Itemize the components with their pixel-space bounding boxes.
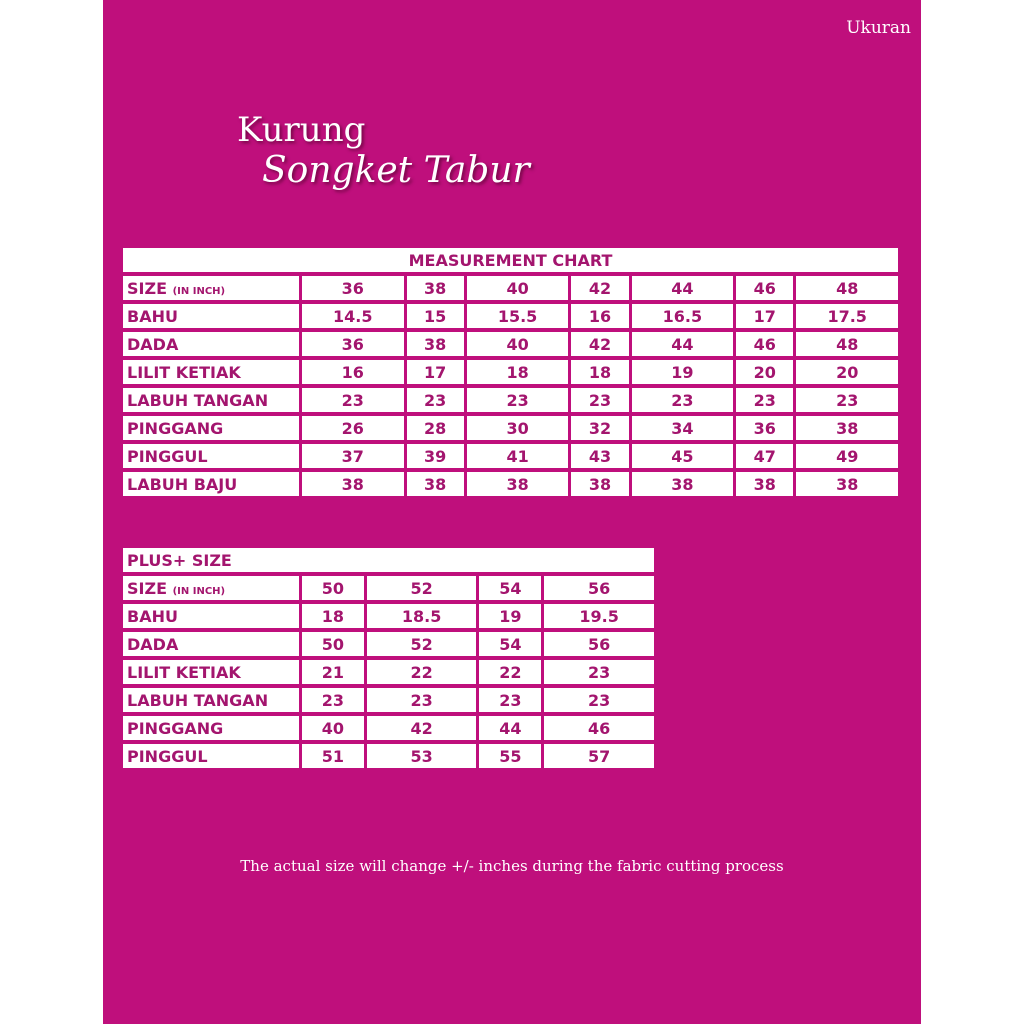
table-heading-row (123, 248, 898, 272)
value-cell: 18 (571, 360, 628, 384)
table-row (123, 388, 898, 412)
value-cell: 47 (736, 444, 793, 468)
value-cell: 17 (736, 304, 793, 328)
value-cell: 43 (571, 444, 628, 468)
row-label: PINGGUL (123, 744, 299, 768)
table-row (123, 416, 898, 440)
title-line-1: Kurung (237, 110, 366, 150)
value-cell: 23 (544, 688, 654, 712)
row-label: LABUH TANGAN (123, 388, 299, 412)
row-label: BAHU (123, 304, 299, 328)
value-cell: 42 (571, 332, 628, 356)
value-cell: 22 (479, 660, 541, 684)
table-row (123, 688, 654, 712)
value-cell: 45 (632, 444, 734, 468)
size-unit: (IN INCH) (172, 585, 226, 597)
value-cell: 37 (302, 444, 404, 468)
value-cell: 38 (571, 472, 628, 496)
plus-size-chart-table (120, 544, 657, 772)
value-cell: 30 (467, 416, 569, 440)
value-cell: 20 (796, 360, 898, 384)
value-cell: 42 (367, 716, 477, 740)
table-row (123, 332, 898, 356)
value-cell: 36 (302, 332, 404, 356)
value-cell: 38 (407, 332, 464, 356)
value-cell: 51 (302, 744, 364, 768)
value-cell: 23 (302, 688, 364, 712)
row-label: DADA (123, 332, 299, 356)
table-heading: MEASUREMENT CHART (123, 248, 898, 272)
value-cell: 19 (479, 604, 541, 628)
value-cell: 44 (632, 332, 734, 356)
row-label: BAHU (123, 604, 299, 628)
size-row (123, 576, 654, 600)
value-cell: 38 (632, 472, 734, 496)
table-row (123, 744, 654, 768)
value-cell: 55 (479, 744, 541, 768)
table-row (123, 604, 654, 628)
size-cell: 52 (367, 576, 477, 600)
value-cell: 38 (467, 472, 569, 496)
value-cell: 23 (632, 388, 734, 412)
value-cell: 46 (544, 716, 654, 740)
value-cell: 38 (302, 472, 404, 496)
value-cell: 23 (736, 388, 793, 412)
corner-label: Ukuran (846, 18, 911, 38)
value-cell: 23 (544, 660, 654, 684)
row-label: PINGGANG (123, 416, 299, 440)
value-cell: 44 (479, 716, 541, 740)
value-cell: 54 (479, 632, 541, 656)
value-cell: 53 (367, 744, 477, 768)
size-cell: 56 (544, 576, 654, 600)
value-cell: 20 (736, 360, 793, 384)
value-cell: 34 (632, 416, 734, 440)
value-cell: 23 (571, 388, 628, 412)
value-cell: 38 (796, 472, 898, 496)
value-cell: 38 (407, 472, 464, 496)
value-cell: 49 (796, 444, 898, 468)
size-cell: 40 (467, 276, 569, 300)
row-label: LILIT KETIAK (123, 660, 299, 684)
value-cell: 17 (407, 360, 464, 384)
value-cell: 38 (736, 472, 793, 496)
size-label: SIZE (127, 278, 168, 298)
table-row (123, 660, 654, 684)
value-cell: 16 (571, 304, 628, 328)
table-row (123, 304, 898, 328)
row-label: LILIT KETIAK (123, 360, 299, 384)
value-cell: 48 (796, 332, 898, 356)
value-cell: 23 (467, 388, 569, 412)
size-cell: 48 (796, 276, 898, 300)
value-cell: 57 (544, 744, 654, 768)
value-cell: 40 (302, 716, 364, 740)
value-cell: 22 (367, 660, 477, 684)
size-label-cell (123, 576, 299, 600)
footnote: The actual size will change +/- inches during the fabric cutting process (240, 857, 784, 875)
value-cell: 46 (736, 332, 793, 356)
value-cell: 41 (467, 444, 569, 468)
size-label-cell (123, 276, 299, 300)
value-cell: 19 (632, 360, 734, 384)
row-label: LABUH TANGAN (123, 688, 299, 712)
size-cell: 44 (632, 276, 734, 300)
value-cell: 23 (796, 388, 898, 412)
size-cell: 46 (736, 276, 793, 300)
row-label: PINGGUL (123, 444, 299, 468)
value-cell: 28 (407, 416, 464, 440)
value-cell: 14.5 (302, 304, 404, 328)
value-cell: 23 (479, 688, 541, 712)
size-cell: 54 (479, 576, 541, 600)
size-cell: 36 (302, 276, 404, 300)
value-cell: 15 (407, 304, 464, 328)
table-row (123, 632, 654, 656)
value-cell: 21 (302, 660, 364, 684)
value-cell: 18.5 (367, 604, 477, 628)
row-label: LABUH BAJU (123, 472, 299, 496)
row-label: PINGGANG (123, 716, 299, 740)
value-cell: 40 (467, 332, 569, 356)
value-cell: 56 (544, 632, 654, 656)
value-cell: 38 (796, 416, 898, 440)
value-cell: 16 (302, 360, 404, 384)
value-cell: 17.5 (796, 304, 898, 328)
title-line-2: Songket Tabur (262, 150, 530, 191)
value-cell: 36 (736, 416, 793, 440)
row-label: DADA (123, 632, 299, 656)
table-heading: PLUS+ SIZE (123, 548, 654, 572)
value-cell: 19.5 (544, 604, 654, 628)
value-cell: 23 (407, 388, 464, 412)
size-cell: 38 (407, 276, 464, 300)
value-cell: 15.5 (467, 304, 569, 328)
value-cell: 50 (302, 632, 364, 656)
value-cell: 18 (467, 360, 569, 384)
table-heading-row (123, 548, 654, 572)
size-cell: 42 (571, 276, 628, 300)
value-cell: 18 (302, 604, 364, 628)
value-cell: 23 (302, 388, 404, 412)
size-unit: (IN INCH) (172, 285, 226, 297)
table-row (123, 360, 898, 384)
size-row (123, 276, 898, 300)
measurement-chart-table (120, 244, 901, 500)
value-cell: 32 (571, 416, 628, 440)
size-cell: 50 (302, 576, 364, 600)
value-cell: 26 (302, 416, 404, 440)
value-cell: 39 (407, 444, 464, 468)
table-row (123, 472, 898, 496)
table-row (123, 716, 654, 740)
size-label: SIZE (127, 578, 168, 598)
value-cell: 52 (367, 632, 477, 656)
table-row (123, 444, 898, 468)
value-cell: 16.5 (632, 304, 734, 328)
value-cell: 23 (367, 688, 477, 712)
